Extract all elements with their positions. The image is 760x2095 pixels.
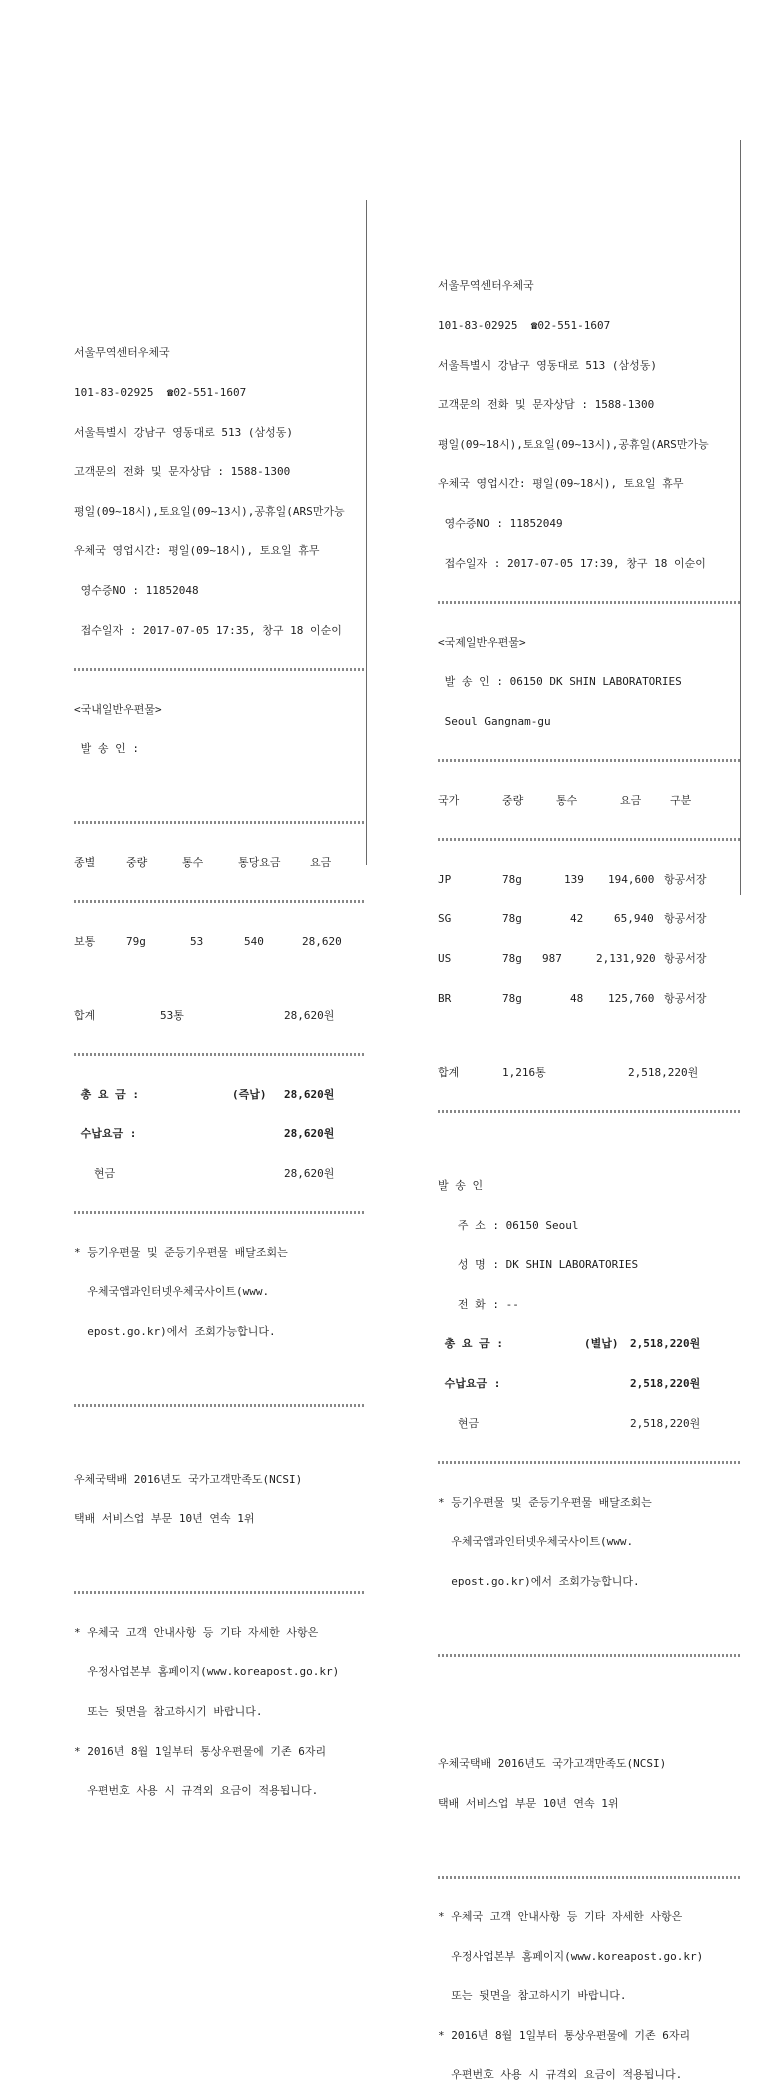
sender-block-line: 발 송 인 [438,1178,484,1192]
sender-label: 발 송 인 : [74,742,139,756]
receipt-number: 영수증NO : 11852049 [438,516,563,530]
table-header: 국가 중량 통수 요금 구분 [438,793,692,807]
business-hours: 우체국 영업시간: 평일(09~18시), 토요일 휴무 [74,544,320,558]
table-row: 보통 79g 53 540 28,620 [74,934,342,948]
footer-line: 우정사업본부 홈페이지(www.koreapost.go.kr) [74,1665,340,1679]
table-header: 종별 중량 통수 통당요금 요금 [74,855,332,869]
sender-line: Seoul Gangnam-gu [438,714,551,728]
business-hours: 우체국 영업시간: 평일(09~18시), 토요일 휴무 [438,477,684,491]
receipt-domestic [74,320,366,1798]
table-row: SG 78g 42 65,940 항공서장 [438,912,707,926]
business-number-phone: 101-83-02925 ☎02-551-1607 [438,319,611,332]
section-title: <국내일반우편물> [74,702,162,716]
customer-service: 고객문의 전화 및 문자상담 : 1588-1300 [74,465,291,479]
footer-line: 우편번호 사용 시 규격외 요금이 적용됩니다. [74,1784,319,1798]
footer-line: 또는 뒷면을 참고하시기 바랍니다. [438,1989,627,2003]
charge-total: 총 요 금 : (즉납) 28,620원 [74,1087,335,1101]
footer-line: * 2016년 8월 1일부터 통상우편물에 기존 6자리 [438,2028,691,2042]
divider [438,759,740,762]
divider [74,1053,366,1056]
notice-line: 우체국앱과인터넷우체국사이트(www. [74,1285,270,1299]
table-row: JP 78g 139 194,600 항공서장 [438,872,707,886]
charge-received: 수납요금 : 28,620원 [74,1127,335,1141]
footer-line: 우정사업본부 홈페이지(www.koreapost.go.kr) [438,1949,704,1963]
address: 서울특별시 강남구 영동대로 513 (삼성동) [438,358,657,372]
sender-block-line: 성 명 : DK SHIN LABORATORIES [438,1258,639,1272]
receipt-date: 접수일자 : 2017-07-05 17:39, 창구 18 이순이 [438,556,706,570]
table-row: BR 78g 48 125,760 항공서장 [438,991,707,1005]
right-receipt-edge [740,140,741,895]
left-receipt-edge [366,200,367,865]
charge-cash: 현금 2,518,220원 [438,1416,701,1430]
service-hours: 평일(09~18시),토요일(09~13시),공휴일(ARS만가능 [74,504,345,518]
business-number-phone: 101-83-02925 ☎02-551-1607 [74,386,247,399]
post-office-name: 서울무역센터우체국 [74,346,170,360]
footer-line: 또는 뒷면을 참고하시기 바랍니다. [74,1704,263,1718]
divider [74,821,366,824]
sender-block-line: 전 화 : -- [438,1297,519,1311]
divider [74,668,366,671]
notice-line: epost.go.kr)에서 조회가능합니다. [438,1574,640,1588]
ncsi-line: 택배 서비스업 부문 10년 연속 1위 [438,1796,619,1810]
receipt-date: 접수일자 : 2017-07-05 17:35, 창구 18 이순이 [74,623,342,637]
receipt-international [438,253,740,2082]
divider [74,1211,366,1214]
footer-line: * 2016년 8월 1일부터 통상우편물에 기존 6자리 [74,1744,327,1758]
service-hours: 평일(09~18시),토요일(09~13시),공휴일(ARS만가능 [438,437,709,451]
charge-total: 총 요 금 : (별납) 2,518,220원 [438,1337,701,1351]
customer-service: 고객문의 전화 및 문자상담 : 1588-1300 [438,398,655,412]
ncsi-line: 우체국택배 2016년도 국가고객만족도(NCSI) [74,1472,303,1486]
ncsi-line: 택배 서비스업 부문 10년 연속 1위 [74,1512,255,1526]
notice-line: * 등기우편물 및 준등기우편물 배달조회는 [438,1495,652,1509]
divider [74,1404,366,1407]
total-row: 합계 1,216통 2,518,220원 [438,1065,699,1079]
address: 서울특별시 강남구 영동대로 513 (삼성동) [74,425,293,439]
notice-line: epost.go.kr)에서 조회가능합니다. [74,1324,276,1338]
divider [74,900,366,903]
footer-line: * 우체국 고객 안내사항 등 기타 자세한 사항은 [74,1625,319,1639]
divider [438,838,740,841]
sender-block-line: 주 소 : 06150 Seoul [438,1218,579,1232]
charge-cash: 현금 28,620원 [74,1166,335,1180]
ncsi-line: 우체국택배 2016년도 국가고객만족도(NCSI) [438,1756,667,1770]
charge-received: 수납요금 : 2,518,220원 [438,1376,701,1390]
receipt-number: 영수증NO : 11852048 [74,583,199,597]
section-title: <국제일반우편물> [438,635,526,649]
divider [438,1654,740,1657]
footer-line: 우편번호 사용 시 규격외 요금이 적용됩니다. [438,2068,683,2082]
notice-line: * 등기우편물 및 준등기우편물 배달조회는 [74,1245,288,1259]
divider [74,1591,366,1594]
footer-line: * 우체국 고객 안내사항 등 기타 자세한 사항은 [438,1909,683,1923]
notice-line: 우체국앱과인터넷우체국사이트(www. [438,1535,634,1549]
divider [438,1876,740,1879]
sender-line: 발 송 인 : 06150 DK SHIN LABORATORIES [438,675,682,689]
divider [438,601,740,604]
divider [438,1461,740,1464]
total-row: 합계 53통 28,620원 [74,1008,335,1022]
divider [438,1110,740,1113]
table-row: US 78g 987 2,131,920 항공서장 [438,951,707,965]
post-office-name: 서울무역센터우체국 [438,279,534,293]
